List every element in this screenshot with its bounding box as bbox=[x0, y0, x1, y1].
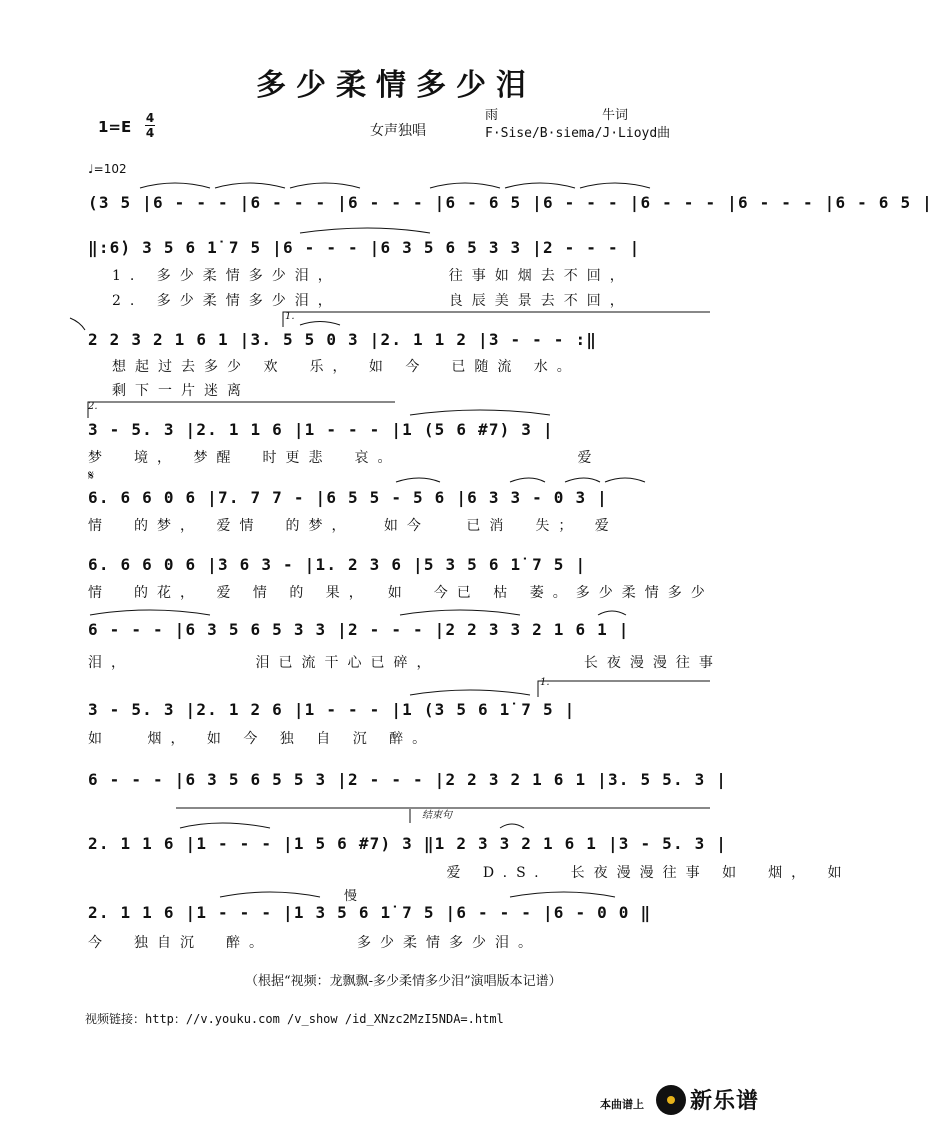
upload-note: 本曲谱上 bbox=[600, 1098, 644, 1111]
lyrics-line-8: 如 烟， 如 今 独 自 沉 醉。 bbox=[88, 731, 436, 747]
volta-2-label: 2. bbox=[88, 401, 98, 412]
lyrics-line-11: 今 独自沉 醉。 多少柔情多少泪。 bbox=[88, 935, 541, 951]
lyricist-credit: 雨 牛词 bbox=[485, 108, 629, 123]
tempo-marking: ♩=102 bbox=[88, 162, 127, 176]
lyrics-line-4: 梦 境， 梦醒 时更悲 哀。 爱 bbox=[88, 450, 601, 466]
source-note: （根据“视频：龙飘飘-多少柔情多少泪”演唱版本记谱） bbox=[245, 974, 562, 989]
site-logo bbox=[656, 1084, 759, 1115]
notation-line-11: 2. 1 1 6 |1 - - - |1 3 5 6 1̇ 7 5 |6 - - - |6 - 0 0 ‖ bbox=[88, 903, 652, 922]
lyrics-line-3a: 想起过去多少 欢 乐， 如 今 已随流 水。 bbox=[112, 359, 580, 375]
lyrics-line-10: 爱 D.S. 长夜漫漫往事 如 烟， 如 bbox=[88, 865, 851, 881]
volta-1b-label: 1. bbox=[540, 677, 550, 688]
performer: 女声独唱 bbox=[370, 123, 426, 139]
brand-name: 新乐谱 bbox=[690, 1089, 760, 1114]
time-signature bbox=[145, 112, 155, 139]
lyrics-line-7: 泪， 泪已流干心已碎， 长夜漫漫往事 bbox=[88, 655, 722, 671]
lyrics-line-6: 情 的花， 爱 情 的 果， 如 今已 枯 萎。多少柔情多少 bbox=[88, 585, 714, 601]
time-sig-bottom: 4 bbox=[145, 126, 155, 140]
notation-line-5: 6. 6 6 0 6 |7. 7 7 - |6 5 5 - 5 6 |6 3 3 - 0 3 | bbox=[88, 488, 608, 507]
notation-line-4: 3 - 5. 3 |2. 1 1 6 |1 - - - |1 (5 6 #7) 3 | bbox=[88, 420, 554, 439]
key-signature: 1=E bbox=[98, 118, 132, 136]
slow-marking: 慢 bbox=[344, 889, 358, 904]
record-disc-icon bbox=[656, 1085, 686, 1115]
segno-sign: 𝄋 bbox=[88, 468, 95, 484]
lyrics-line-2a: 1. 多少柔情多少泪， 往事如烟去不回， bbox=[112, 268, 633, 284]
ending-label: 结束句 bbox=[422, 810, 452, 821]
lyrics-line-2b: 2. 多少柔情多少泪， 良辰美景去不回， bbox=[112, 293, 633, 309]
lyrics-line-5: 情 的梦， 爱情 的梦， 如今 已消 失； 爱 bbox=[88, 518, 618, 534]
notation-line-6: 6. 6 6 0 6 |3 6 3 - |1. 2 3 6 |5 3 5 6 1̇ 7 5 | bbox=[88, 555, 587, 574]
notation-line-8: 3 - 5. 3 |2. 1 2 6 |1 - - - |1 (3 5 6 1̇ 7 5 | bbox=[88, 700, 576, 719]
notation-line-10: 2. 1 1 6 |1 - - - |1 5 6 #7) 3 ‖1 2 3 3 2 1 6 1 |3 - 5. 3 | bbox=[88, 834, 728, 853]
notation-line-9: 6 - - - |6 3 5 6 5 5 3 |2 - - - |2 2 3 2 1 6 1 |3. 5 5. 3 | bbox=[88, 770, 728, 789]
composer-credit: F·Sise/B·siema/J·Lioyd曲 bbox=[485, 126, 671, 141]
lyrics-line-3b: 剩下一片迷离 bbox=[112, 383, 250, 399]
time-sig-top: 4 bbox=[145, 111, 155, 125]
song-title: 多少柔情多少泪 bbox=[256, 68, 536, 103]
volta-1-label: 1. bbox=[285, 311, 295, 322]
notation-line-1: (3 5 |6 - - - |6 - - - |6 - - - |6 - 6 5 |6 - - - |6 - - - |6 - - - |6 - 6 5 | bbox=[88, 193, 933, 212]
notation-line-7: 6 - - - |6 3 5 6 5 3 3 |2 - - - |2 2 3 3 2 1 6 1 | bbox=[88, 620, 630, 639]
notation-line-2: ‖:6̇) 3 5 6 1̇ 7 5 |6 - - - |6 3 5 6 5 3 3 |2 - - - | bbox=[88, 238, 641, 257]
video-link[interactable]: 视频链接：http：//v.youku.com /v_show /id_XNzc2MzI5NDA=.html bbox=[85, 1012, 504, 1026]
notation-line-3: 2 2 3 2 1 6 1 |3. 5 5 0 3 |2. 1 1 2 |3 - - - :‖ bbox=[88, 330, 598, 349]
